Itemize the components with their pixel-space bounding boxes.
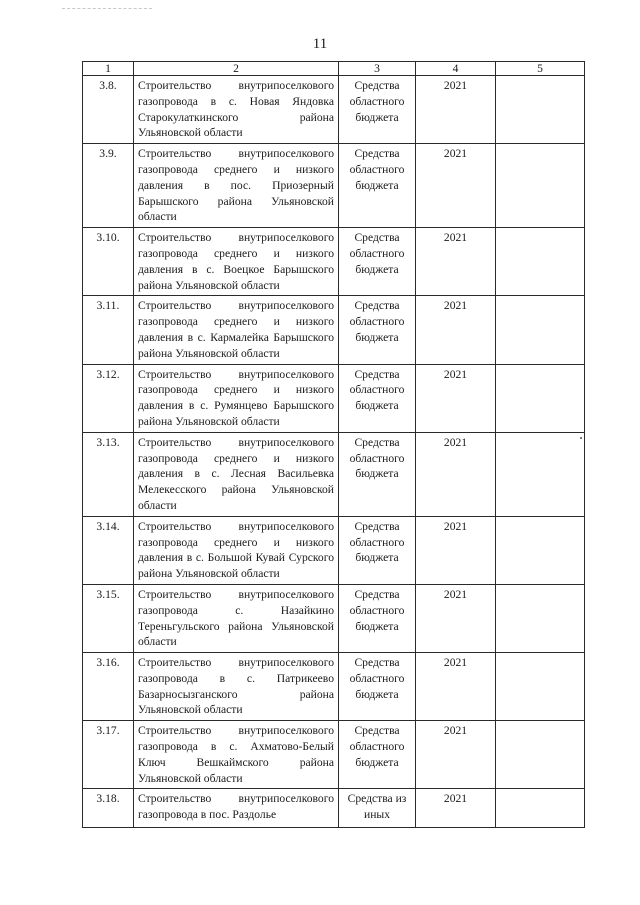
scan-speck — [580, 437, 582, 439]
row-number: 3.16. — [83, 653, 134, 721]
row-year: 2021 — [416, 144, 496, 228]
row-note — [496, 364, 585, 432]
row-description: Строительство внутрипоселкового газопровода среднего и низкого давления в с. Кармалейка Барышского района Ульяновской области — [134, 296, 339, 364]
row-funding-source: Средства областного бюджета — [339, 144, 416, 228]
column-header-5: 5 — [496, 62, 585, 76]
table-row — [83, 76, 585, 144]
row-description: Строительство внутрипоселкового газопровода с. Назайкино Тереньгульского района Ульяновской области — [134, 584, 339, 652]
row-funding-source: Средства областного бюджета — [339, 653, 416, 721]
row-number: 3.14. — [83, 516, 134, 584]
row-number: 3.15. — [83, 584, 134, 652]
row-description: Строительство внутрипоселкового газопровода среднего и низкого давления в с. Воецкое Барышского района Ульяновской области — [134, 228, 339, 296]
row-year: 2021 — [416, 584, 496, 652]
row-year: 2021 — [416, 516, 496, 584]
row-description: Строительство внутрипоселкового газопровода среднего и низкого давления в с. Румянцево Барышского района Ульяновской области — [134, 364, 339, 432]
row-note — [496, 721, 585, 789]
row-number: 3.18. — [83, 789, 134, 828]
row-funding-source: Средства областного бюджета — [339, 364, 416, 432]
table-row — [83, 721, 585, 789]
row-description: Строительство внутрипоселкового газопровода в с. Патрикеево Базарносызганского района Ульяновской области — [134, 653, 339, 721]
table-row — [83, 789, 585, 828]
table-header — [83, 62, 585, 76]
header-row — [83, 62, 585, 76]
row-year: 2021 — [416, 364, 496, 432]
column-header-4: 4 — [416, 62, 496, 76]
table-row — [83, 364, 585, 432]
row-description: Строительство внутрипоселкового газопровода среднего и низкого давления в с. Лесная Васильевка Мелекесского района Ульяновской области — [134, 432, 339, 516]
row-funding-source: Средства областного бюджета — [339, 721, 416, 789]
column-header-1: 1 — [83, 62, 134, 76]
program-table — [82, 61, 585, 828]
row-year: 2021 — [416, 228, 496, 296]
row-description: Строительство внутрипоселкового газопровода в с. Новая Яндовка Старокулаткинского района Ульяновской области — [134, 76, 339, 144]
row-year: 2021 — [416, 721, 496, 789]
row-funding-source: Средства областного бюджета — [339, 76, 416, 144]
row-note — [496, 144, 585, 228]
row-number: 3.8. — [83, 76, 134, 144]
table-row — [83, 296, 585, 364]
row-number: 3.9. — [83, 144, 134, 228]
row-note — [496, 653, 585, 721]
row-funding-source: Средства из иных — [339, 789, 416, 828]
row-year: 2021 — [416, 76, 496, 144]
table-row — [83, 144, 585, 228]
row-number: 3.10. — [83, 228, 134, 296]
row-year: 2021 — [416, 789, 496, 828]
row-year: 2021 — [416, 432, 496, 516]
row-note — [496, 516, 585, 584]
row-note — [496, 789, 585, 828]
table-row — [83, 653, 585, 721]
row-year: 2021 — [416, 296, 496, 364]
table-row — [83, 516, 585, 584]
row-number: 3.12. — [83, 364, 134, 432]
row-description: Строительство внутрипоселкового газопровода в пос. Раздолье — [134, 789, 339, 828]
row-number: 3.17. — [83, 721, 134, 789]
row-description: Строительство внутрипоселкового газопровода среднего и низкого давления в с. Большой Кувай Сурского района Ульяновской области — [134, 516, 339, 584]
row-funding-source: Средства областного бюджета — [339, 516, 416, 584]
row-note — [496, 76, 585, 144]
table-row — [83, 228, 585, 296]
row-year: 2021 — [416, 653, 496, 721]
row-funding-source: Средства областного бюджета — [339, 296, 416, 364]
row-funding-source: Средства областного бюджета — [339, 228, 416, 296]
row-note — [496, 228, 585, 296]
page-number: 11 — [312, 36, 328, 52]
row-note — [496, 584, 585, 652]
row-number: 3.11. — [83, 296, 134, 364]
row-funding-source: Средства областного бюджета — [339, 432, 416, 516]
row-funding-source: Средства областного бюджета — [339, 584, 416, 652]
row-description: Строительство внутрипоселкового газопровода среднего и низкого давления в пос. Приозерный Барышского района Ульяновской области — [134, 144, 339, 228]
column-header-2: 2 — [134, 62, 339, 76]
column-header-3: 3 — [339, 62, 416, 76]
row-note — [496, 296, 585, 364]
table-row — [83, 584, 585, 652]
row-number: 3.13. — [83, 432, 134, 516]
scan-artifact-line — [62, 8, 152, 11]
row-description: Строительство внутрипоселкового газопровода в с. Ахматово-Белый Ключ Вешкаймского района Ульяновской области — [134, 721, 339, 789]
table-row — [83, 432, 585, 516]
row-note — [496, 432, 585, 516]
table-body — [83, 76, 585, 828]
